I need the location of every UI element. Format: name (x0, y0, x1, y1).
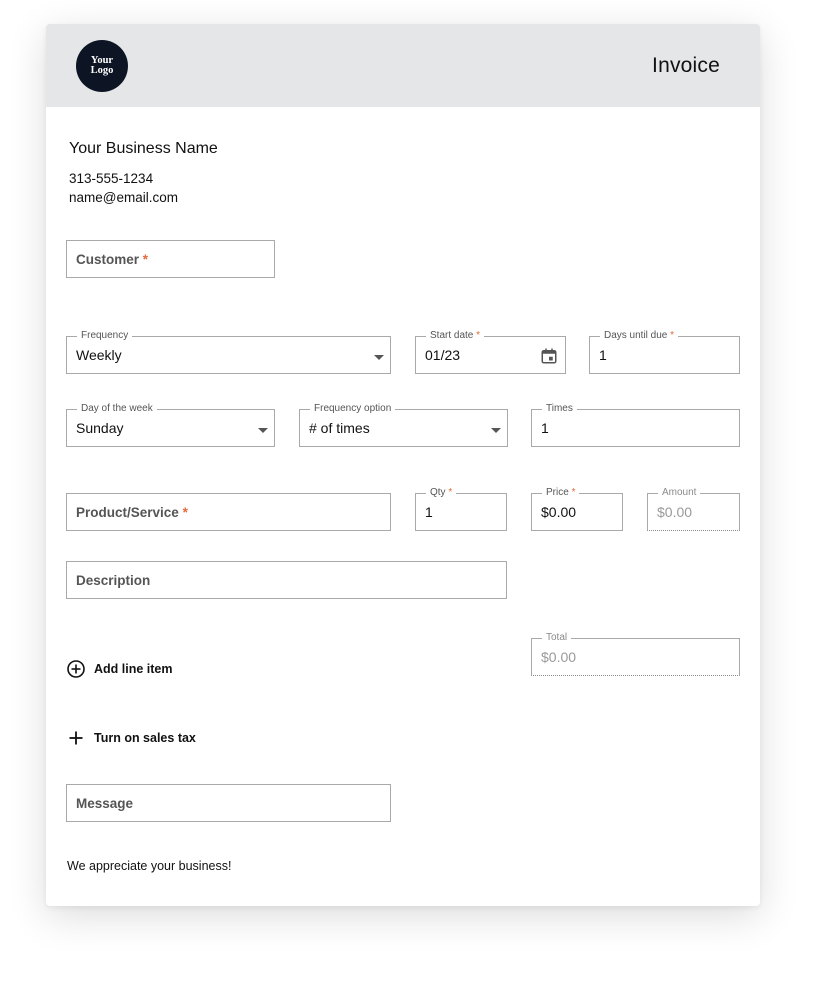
days-until-due-value: 1 (599, 347, 607, 363)
chevron-down-icon (258, 428, 268, 433)
amount-field (647, 487, 740, 531)
plus-icon (66, 728, 86, 748)
add-line-item-label: Add line item (94, 662, 173, 676)
sales-tax-label: Turn on sales tax (94, 731, 196, 745)
frequency-option-label: Frequency option (310, 402, 395, 416)
day-of-week-select[interactable] (66, 403, 275, 447)
days-until-due-label: Days until due * (600, 329, 678, 343)
times-field[interactable] (531, 403, 740, 447)
start-date-label: Start date * (426, 329, 484, 343)
sales-tax-button[interactable] (66, 728, 196, 748)
frequency-option-value: # of times (309, 420, 370, 436)
invoice-title: Invoice (652, 54, 720, 77)
start-date-value: 01/23 (425, 347, 461, 363)
days-until-due-field[interactable] (589, 330, 740, 374)
message-placeholder: Message (76, 796, 134, 811)
price-label: Price * (542, 486, 579, 500)
calendar-icon[interactable] (540, 347, 558, 365)
chevron-down-icon (491, 428, 501, 433)
add-line-item-button[interactable] (66, 659, 172, 679)
description-placeholder: Description (76, 573, 151, 588)
description-field[interactable] (66, 561, 507, 599)
price-value: $0.00 (541, 504, 577, 520)
day-of-week-value: Sunday (76, 420, 124, 436)
invoice-header (46, 24, 760, 107)
invoice-card (46, 24, 760, 906)
frequency-label: Frequency (77, 329, 132, 343)
start-date-field[interactable] (415, 330, 566, 374)
qty-value: 1 (425, 504, 433, 520)
message-field[interactable] (66, 784, 391, 822)
business-email: name@email.com (69, 190, 178, 205)
add-circle-icon (66, 659, 86, 679)
customer-placeholder: Customer * (76, 252, 149, 267)
frequency-option-select[interactable] (299, 403, 508, 447)
total-value: $0.00 (541, 649, 577, 665)
times-value: 1 (541, 420, 549, 436)
amount-label: Amount (658, 486, 700, 500)
times-label: Times (542, 402, 577, 416)
product-service-placeholder: Product/Service * (76, 505, 188, 520)
qty-label: Qty * (426, 486, 456, 500)
day-of-week-label: Day of the week (77, 402, 157, 416)
frequency-select[interactable] (66, 330, 391, 374)
product-service-field[interactable] (66, 493, 391, 531)
chevron-down-icon (374, 355, 384, 360)
qty-field[interactable] (415, 487, 507, 531)
footer-note: We appreciate your business! (67, 859, 232, 873)
business-logo: Your Logo (76, 40, 128, 92)
total-label: Total (542, 631, 571, 645)
amount-value: $0.00 (657, 504, 693, 520)
business-phone: 313-555-1234 (69, 171, 154, 186)
customer-field[interactable] (66, 240, 275, 278)
price-field[interactable] (531, 487, 623, 531)
total-field (531, 632, 740, 676)
business-name: Your Business Name (69, 140, 218, 157)
frequency-value: Weekly (76, 347, 122, 363)
